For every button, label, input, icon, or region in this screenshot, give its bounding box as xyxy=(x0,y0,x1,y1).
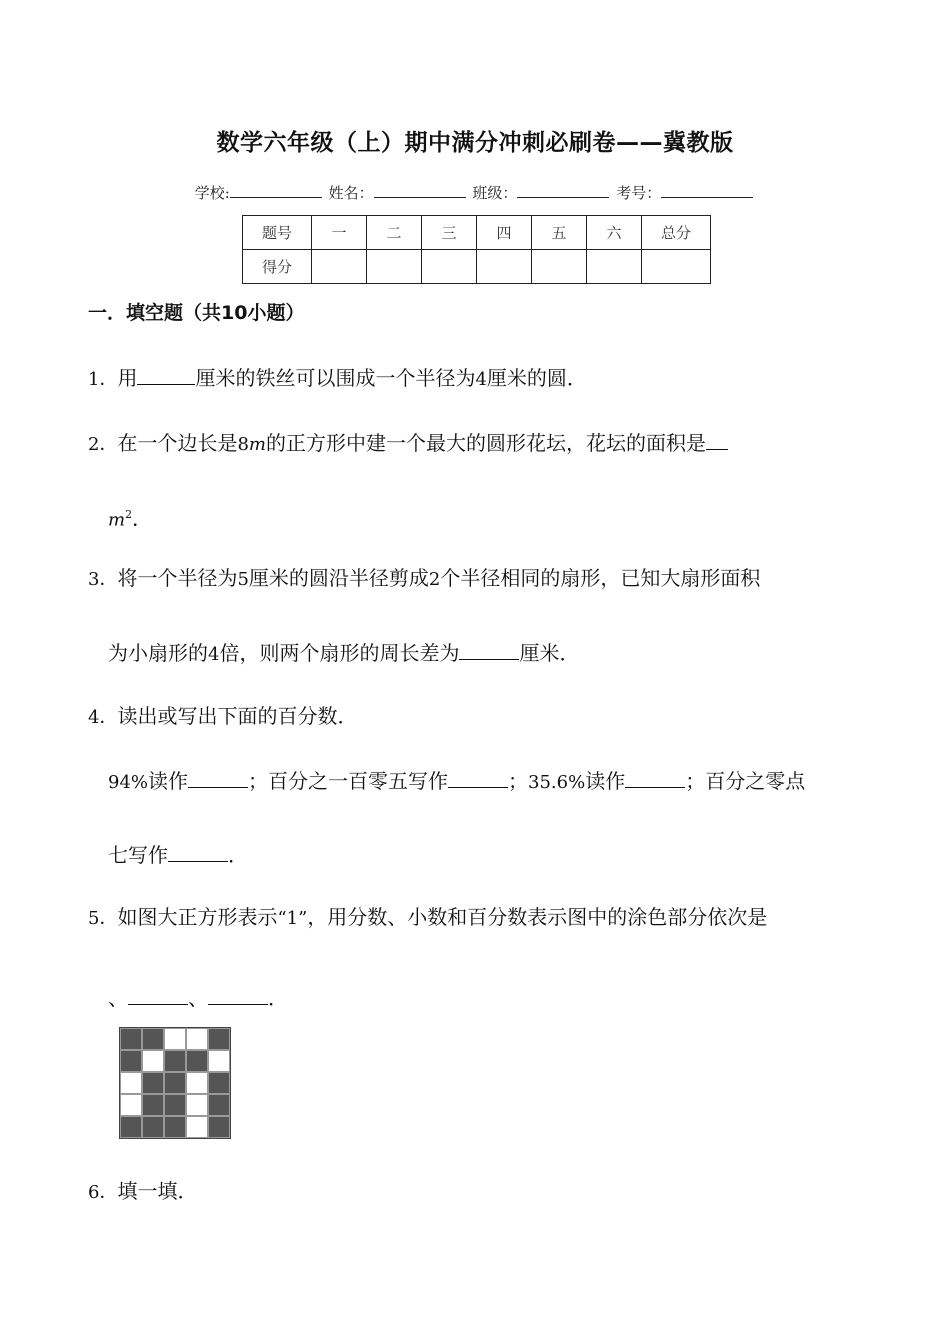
question-1 xyxy=(88,362,587,395)
shaded-cell xyxy=(208,1028,230,1050)
shaded-cell xyxy=(164,1050,186,1072)
shaded-cell xyxy=(120,1050,142,1072)
blank-cell xyxy=(186,1028,208,1050)
question-5-line-2 xyxy=(108,982,288,1013)
question-text: ；百分之零点 xyxy=(685,769,806,793)
question-text: 厘米的圆． xyxy=(486,366,587,390)
exam-no-blank[interactable] xyxy=(661,183,753,198)
question-text: 、 xyxy=(108,986,128,1010)
unit-m: m xyxy=(108,509,126,531)
score-cell[interactable] xyxy=(477,250,532,284)
question-text: 倍，则两个扇形的周长差为 xyxy=(219,641,460,665)
shaded-cell xyxy=(186,1050,208,1072)
shaded-cell xyxy=(164,1072,186,1094)
question-number-value: 4 xyxy=(208,644,220,665)
question-text: 读作 xyxy=(585,769,626,793)
question-4-line-3 xyxy=(108,839,248,870)
score-col-2: 二 xyxy=(367,216,422,250)
shaded-cell xyxy=(142,1072,164,1094)
blank-cell xyxy=(164,1028,186,1050)
question-number-value: 4 xyxy=(475,369,487,390)
answer-blank[interactable] xyxy=(128,982,188,1005)
score-col-1: 一 xyxy=(312,216,367,250)
question-text: 填一填． xyxy=(117,1179,198,1203)
question-text: 用 xyxy=(117,366,138,390)
score-cell[interactable] xyxy=(642,250,711,284)
question-text: 厘米的圆沿半径剪成 xyxy=(248,566,429,590)
shaded-cell xyxy=(120,1116,142,1138)
score-cell[interactable] xyxy=(422,250,477,284)
shaded-cell xyxy=(142,1094,164,1116)
question-text: 、 xyxy=(188,986,208,1010)
question-text: ；百分之一百零五写作 xyxy=(248,769,449,793)
blank-cell xyxy=(120,1094,142,1116)
name-blank[interactable] xyxy=(374,183,466,198)
score-col-4: 四 xyxy=(477,216,532,250)
shaded-cell xyxy=(208,1072,230,1094)
score-table xyxy=(242,215,711,284)
question-text: ． xyxy=(132,506,153,531)
question-number: 5． xyxy=(88,908,118,929)
blank-cell xyxy=(186,1094,208,1116)
score-cell[interactable] xyxy=(587,250,642,284)
question-4-line-2 xyxy=(108,765,805,798)
score-table-score-row xyxy=(243,250,711,284)
question-text: 为小扇形的 xyxy=(108,641,208,665)
question-number-value: 5 xyxy=(237,569,249,590)
shaded-cell xyxy=(164,1116,186,1138)
score-cell[interactable] xyxy=(532,250,587,284)
blank-cell xyxy=(120,1072,142,1094)
blank-cell xyxy=(208,1050,230,1072)
question-text: ． xyxy=(228,843,248,867)
name-label: 姓名： xyxy=(328,184,374,202)
question-text: 的正方形中建一个最大的圆形花坛，花坛的面积是 xyxy=(265,431,706,455)
score-col-total: 总分 xyxy=(642,216,711,250)
question-number: 4． xyxy=(88,707,118,728)
shaded-cell xyxy=(120,1028,142,1050)
shaded-square-figure xyxy=(119,1027,231,1139)
question-text: 在一个边长是 xyxy=(117,431,238,455)
school-label: 学校: xyxy=(194,184,230,202)
blank-cell xyxy=(142,1050,164,1072)
question-4 xyxy=(88,701,357,733)
question-2-unit-line xyxy=(108,500,152,536)
question-number: 3． xyxy=(88,569,118,590)
answer-blank[interactable] xyxy=(706,427,728,450)
question-text: 如图大正方形表示 xyxy=(117,905,278,929)
question-text: 七写作 xyxy=(108,843,168,867)
question-3-line-2 xyxy=(108,637,579,670)
score-cell[interactable] xyxy=(367,250,422,284)
question-number-value: 2 xyxy=(428,569,441,590)
answer-blank[interactable] xyxy=(208,982,268,1005)
quoted-one: “1” xyxy=(277,908,308,929)
shaded-cell xyxy=(208,1094,230,1116)
blank-cell xyxy=(186,1116,208,1138)
shaded-cell xyxy=(208,1116,230,1138)
blank-cell xyxy=(186,1072,208,1094)
question-6 xyxy=(88,1176,197,1208)
percent-value: 94% xyxy=(108,772,149,793)
school-blank[interactable] xyxy=(230,183,322,198)
shaded-cell xyxy=(142,1028,164,1050)
question-text: 厘米的铁丝可以围成一个半径为 xyxy=(195,366,476,390)
question-text: ； xyxy=(508,769,529,793)
section-title: 一．填空题（共10小题） xyxy=(88,302,305,324)
question-3 xyxy=(88,563,760,595)
question-text: 读出或写出下面的百分数． xyxy=(117,704,358,728)
question-text: 厘米． xyxy=(519,641,580,665)
question-text: 将一个半径为 xyxy=(117,566,238,590)
score-col-3: 三 xyxy=(422,216,477,250)
page-title: 数学六年级（上）期中满分冲刺必刷卷——冀教版 xyxy=(216,130,734,156)
unit-m: m xyxy=(248,434,266,455)
answer-blank[interactable] xyxy=(625,765,685,788)
score-table-header-row xyxy=(243,216,711,250)
score-table-row-label: 得分 xyxy=(243,250,312,284)
question-2 xyxy=(88,427,728,460)
shaded-cell xyxy=(164,1094,186,1116)
answer-blank[interactable] xyxy=(168,839,228,862)
score-table-header-label: 题号 xyxy=(243,216,312,250)
answer-blank[interactable] xyxy=(188,765,248,788)
student-info-line xyxy=(0,182,950,203)
question-text: ． xyxy=(268,986,288,1010)
question-number: 1． xyxy=(88,369,118,390)
percent-value: 35.6% xyxy=(528,772,586,793)
score-col-6: 六 xyxy=(587,216,642,250)
exam-no-label: 考号： xyxy=(616,184,662,202)
question-text: 读作 xyxy=(148,769,189,793)
class-blank[interactable] xyxy=(517,183,609,198)
question-text: 个半径相同的扇形，已知大扇形面积 xyxy=(440,566,761,590)
answer-blank[interactable] xyxy=(137,362,195,385)
score-cell[interactable] xyxy=(312,250,367,284)
score-col-5: 五 xyxy=(532,216,587,250)
question-text: ，用分数、小数和百分数表示图中的涂色部分依次是 xyxy=(307,905,768,929)
shaded-cell xyxy=(142,1116,164,1138)
answer-blank[interactable] xyxy=(448,765,508,788)
question-number-value: 8 xyxy=(237,434,249,455)
question-5 xyxy=(88,902,767,934)
question-number: 2． xyxy=(88,434,118,455)
answer-blank[interactable] xyxy=(459,637,519,660)
unit-exponent: 2 xyxy=(125,508,133,521)
question-number: 6． xyxy=(88,1182,118,1203)
class-label: 班级： xyxy=(472,184,518,202)
